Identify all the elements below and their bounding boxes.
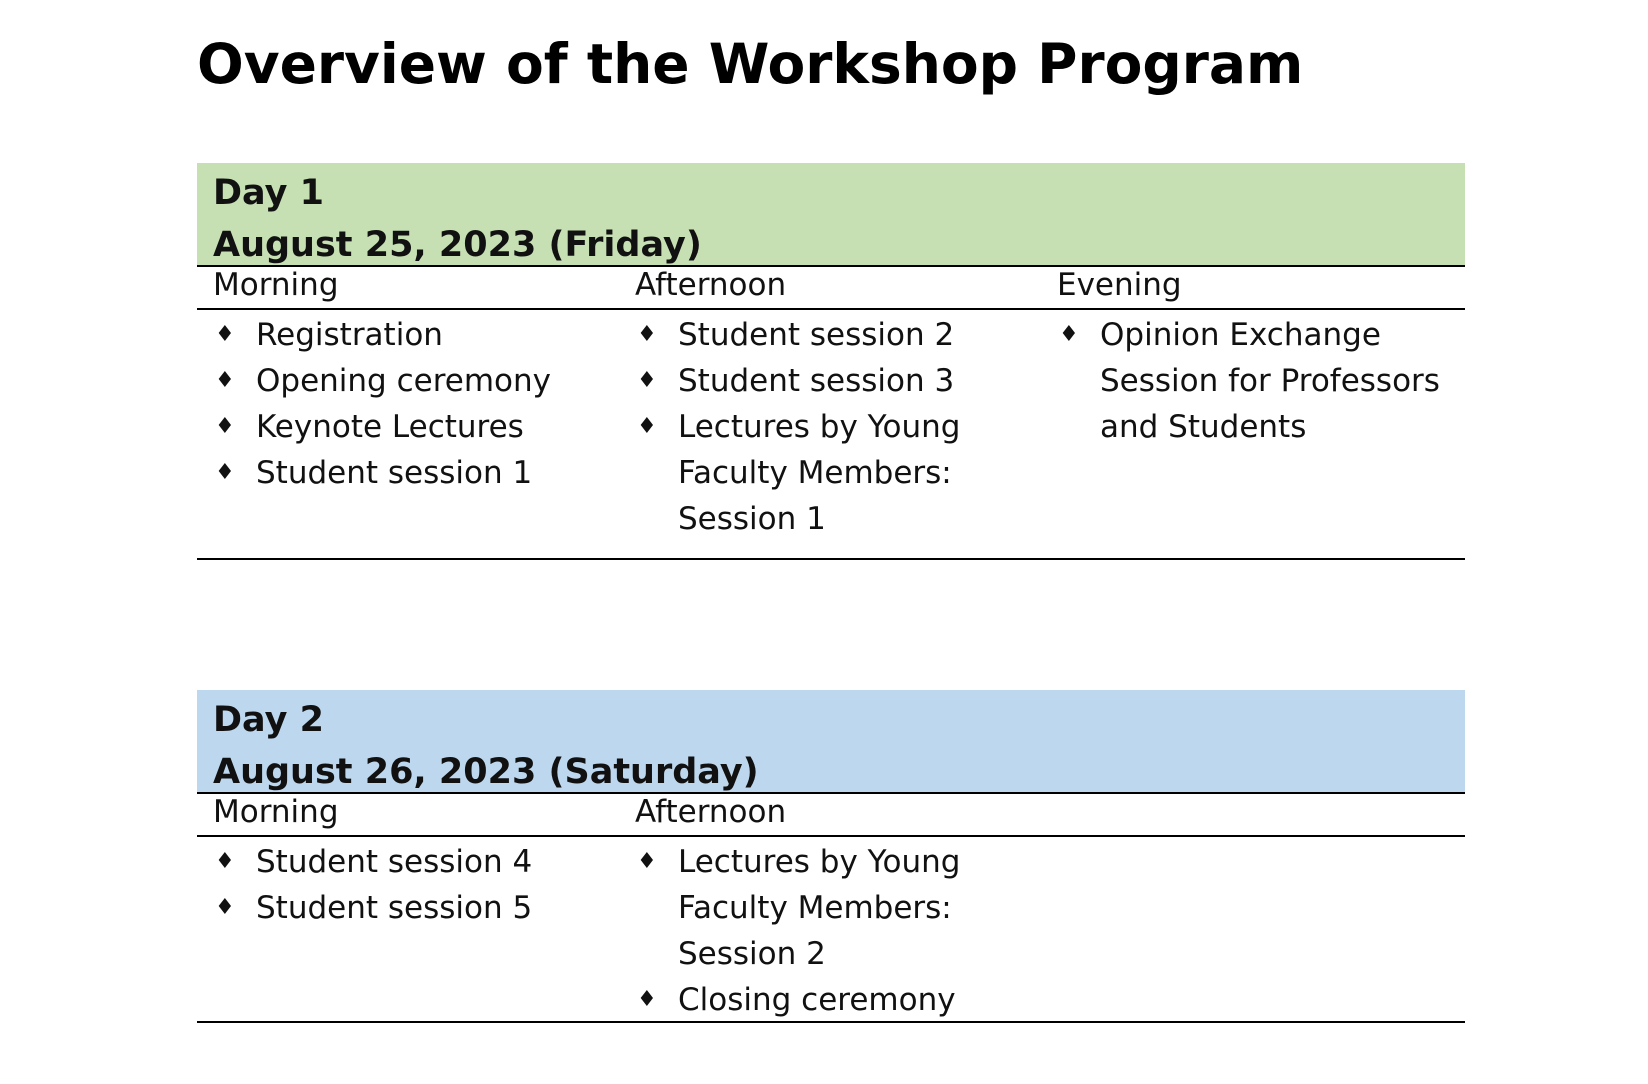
- item-text: Keynote Lectures: [256, 409, 524, 445]
- period-items-row: [197, 837, 1465, 1023]
- morning-list: [213, 312, 619, 496]
- list-item: [213, 312, 619, 358]
- day-label: Day 1: [213, 173, 324, 213]
- black-diamond-icon: ♦: [637, 849, 657, 874]
- list-item: [635, 839, 1041, 977]
- black-diamond-icon: ♦: [637, 987, 657, 1012]
- day-2-block: [197, 690, 1465, 1023]
- day-1-header: [197, 163, 1465, 265]
- item-text: Student session 1: [256, 455, 533, 491]
- black-diamond-icon: ♦: [637, 414, 657, 439]
- period-title-afternoon: Afternoon: [635, 267, 787, 303]
- black-diamond-icon: ♦: [637, 322, 657, 347]
- empty-column: [1041, 837, 1463, 1021]
- black-diamond-icon: ♦: [1059, 322, 1079, 347]
- evening-column: [1041, 310, 1463, 558]
- morning-list: [213, 839, 619, 931]
- list-item: [213, 885, 619, 931]
- item-text: Lectures by Young Faculty Members: Session 2: [678, 844, 961, 972]
- list-item: [213, 358, 619, 404]
- period-header-row: [197, 792, 1465, 837]
- afternoon-list: [635, 839, 1041, 1023]
- item-text: Student session 5: [256, 890, 533, 926]
- item-text: Registration: [256, 317, 443, 353]
- black-diamond-icon: ♦: [215, 895, 235, 920]
- evening-list: [1057, 312, 1463, 450]
- item-text: Opening ceremony: [256, 363, 551, 399]
- list-item: [213, 450, 619, 496]
- period-title-morning: Morning: [213, 267, 339, 303]
- period-title-afternoon: Afternoon: [635, 794, 787, 830]
- period-items-row: [197, 310, 1465, 560]
- period-title-evening: Evening: [1057, 267, 1182, 303]
- item-text: Student session 4: [256, 844, 533, 880]
- page-title: Overview of the Workshop Program: [197, 32, 1304, 96]
- period-title-morning: Morning: [213, 794, 339, 830]
- black-diamond-icon: ♦: [215, 368, 235, 393]
- black-diamond-icon: ♦: [215, 414, 235, 439]
- list-item: [1057, 312, 1463, 450]
- day-date: August 26, 2023 (Saturday): [213, 752, 759, 792]
- black-diamond-icon: ♦: [215, 460, 235, 485]
- list-item: [635, 312, 1041, 358]
- morning-column: [197, 837, 619, 1021]
- item-text: Closing ceremony: [678, 982, 956, 1018]
- list-item: [635, 404, 1041, 542]
- black-diamond-icon: ♦: [215, 322, 235, 347]
- day-2-header: [197, 690, 1465, 792]
- item-text: Opinion Exchange Session for Professors and Students: [1100, 317, 1440, 445]
- list-item: [635, 977, 1041, 1023]
- list-item: [213, 839, 619, 885]
- item-text: Student session 3: [678, 363, 955, 399]
- day-label: Day 2: [213, 700, 324, 740]
- period-header-row: [197, 265, 1465, 310]
- list-item: [213, 404, 619, 450]
- black-diamond-icon: ♦: [637, 368, 657, 393]
- day-1-block: [197, 163, 1465, 560]
- afternoon-list: [635, 312, 1041, 542]
- item-text: Student session 2: [678, 317, 955, 353]
- afternoon-column: [619, 310, 1041, 558]
- afternoon-column: [619, 837, 1041, 1021]
- list-item: [635, 358, 1041, 404]
- morning-column: [197, 310, 619, 558]
- day-date: August 25, 2023 (Friday): [213, 225, 702, 265]
- black-diamond-icon: ♦: [215, 849, 235, 874]
- item-text: Lectures by Young Faculty Members: Session 1: [678, 409, 961, 537]
